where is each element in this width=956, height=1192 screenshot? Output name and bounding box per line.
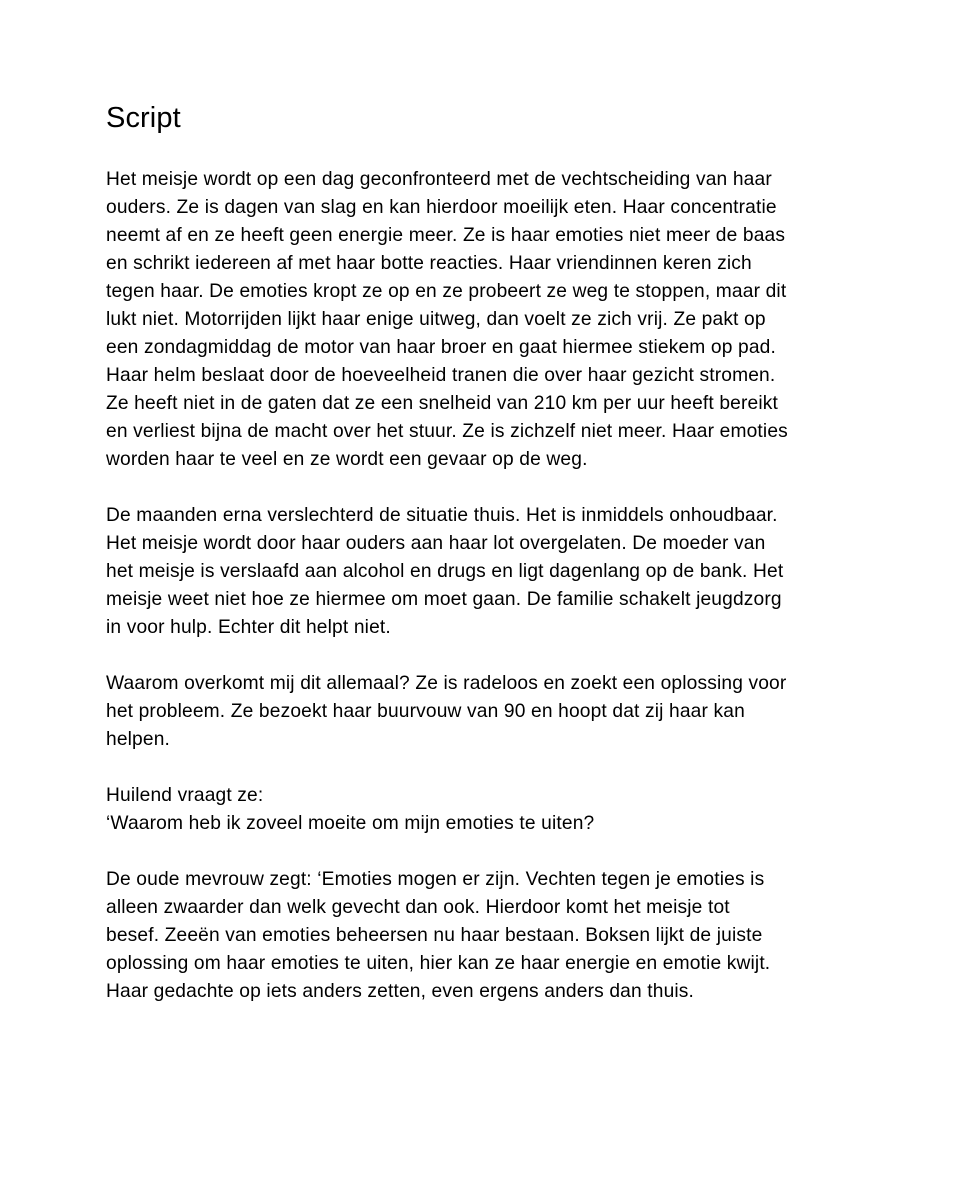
text-line: lukt niet. Motorrijden lijkt haar enige uitweg, dan voelt ze zich vrij. Ze pakt op xyxy=(106,309,766,330)
text-line: het probleem. Ze bezoekt haar buurvouw van 90 en hoopt dat zij haar kan xyxy=(106,701,745,722)
text-line: het meisje is verslaafd aan alcohol en drugs en ligt dagenlang op de bank. Het xyxy=(106,561,784,582)
document-title: Script xyxy=(106,102,181,134)
paragraph-4 xyxy=(106,782,866,838)
text-line: tegen haar. De emoties kropt ze op en ze probeert ze weg te stoppen, maar dit xyxy=(106,281,787,302)
text-line: alleen zwaarder dan welk gevecht dan ook. Hierdoor komt het meisje tot xyxy=(106,897,730,918)
paragraph-5 xyxy=(106,866,866,1006)
text-line: Het meisje wordt door haar ouders aan haar lot overgelaten. De moeder van xyxy=(106,533,766,554)
text-line: Waarom overkomt mij dit allemaal? Ze is radeloos en zoekt een oplossing voor xyxy=(106,673,787,694)
text-line: De maanden erna verslechterd de situatie thuis. Het is inmiddels onhoudbaar. xyxy=(106,505,778,526)
paragraph-2 xyxy=(106,502,866,642)
text-line: Haar gedachte op iets anders zetten, even ergens anders dan thuis. xyxy=(106,981,695,1002)
text-line: Ze heeft niet in de gaten dat ze een snelheid van 210 km per uur heeft bereikt xyxy=(106,393,778,414)
text-line: ouders. Ze is dagen van slag en kan hierdoor moeilijk eten. Haar concentratie xyxy=(106,197,777,218)
paragraph-3 xyxy=(106,670,866,754)
document-body xyxy=(106,166,866,1034)
text-line: en schrikt iedereen af met haar botte reacties. Haar vriendinnen keren zich xyxy=(106,253,752,274)
text-line: besef. Zeeën van emoties beheersen nu haar bestaan. Boksen lijkt de juiste xyxy=(106,925,763,946)
text-line: ‘Waarom heb ik zoveel moeite om mijn emoties te uiten? xyxy=(106,813,595,834)
text-line: oplossing om haar emoties te uiten, hier kan ze haar energie en emotie kwijt. xyxy=(106,953,771,974)
text-line: Huilend vraagt ze: xyxy=(106,785,264,806)
text-line: De oude mevrouw zegt: ‘Emoties mogen er zijn. Vechten tegen je emoties is xyxy=(106,869,765,890)
text-line: meisje weet niet hoe ze hiermee om moet gaan. De familie schakelt jeugdzorg xyxy=(106,589,782,610)
text-line: helpen. xyxy=(106,729,170,750)
text-line: in voor hulp. Echter dit helpt niet. xyxy=(106,617,391,638)
paragraph-1 xyxy=(106,166,866,474)
text-line: en verliest bijna de macht over het stuur. Ze is zichzelf niet meer. Haar emoties xyxy=(106,421,788,442)
text-line: worden haar te veel en ze wordt een gevaar op de weg. xyxy=(106,449,588,470)
text-line: Haar helm beslaat door de hoeveelheid tranen die over haar gezicht stromen. xyxy=(106,365,776,386)
text-line: neemt af en ze heeft geen energie meer. Ze is haar emoties niet meer de baas xyxy=(106,225,786,246)
text-line: een zondagmiddag de motor van haar broer en gaat hiermee stiekem op pad. xyxy=(106,337,776,358)
text-line: Het meisje wordt op een dag geconfronteerd met de vechtscheiding van haar xyxy=(106,169,772,190)
